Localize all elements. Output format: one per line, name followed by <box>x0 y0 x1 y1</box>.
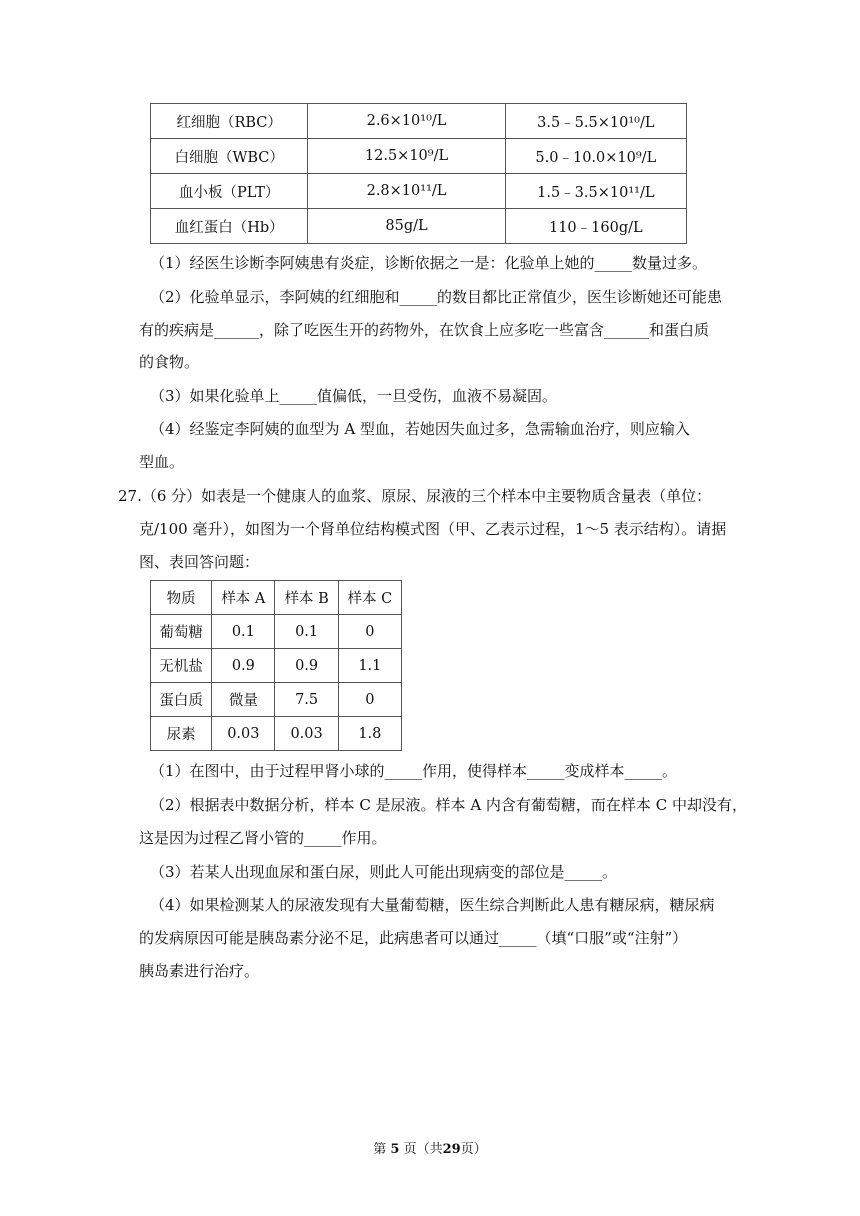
substance-table-cell: 0.03 <box>275 717 338 751</box>
blood-table-row <box>151 174 687 209</box>
footer-total-pages: 29 <box>442 1142 461 1157</box>
q26-part4-line1: （4）经鉴定李阿姨的血型为 A 型血，若她因失血过多，急需输血治疗，则应输入 <box>150 420 690 438</box>
substance-table-cell: 0.9 <box>275 649 338 683</box>
q27-intro-line1: 27.（6 分）如表是一个健康人的血浆、原尿、尿液的三个样本中主要物质含量表（单位： <box>118 487 712 505</box>
blood-table-cell: 2.6×10¹⁰/L <box>308 104 505 139</box>
q26-part2-line1: （2）化验单显示，李阿姨的红细胞和_____的数目都比正常值少，医生诊断她还可能患 <box>150 288 723 306</box>
q27-part1: （1）在图中，由于过程甲肾小球的_____作用，使得样本_____变成样本_____。 <box>150 762 678 780</box>
q26-part4-line2: 型血。 <box>139 453 185 471</box>
blood-table-row <box>151 209 687 244</box>
footer-mid: 页（共 <box>403 1142 443 1157</box>
substance-table-cell: 0.9 <box>212 649 275 683</box>
blood-table-cell: 血红蛋白（Hb） <box>151 209 308 244</box>
q27-part4-line2: 的发病原因可能是胰岛素分泌不足，此病患者可以通过_____（填“口服”或“注射”） <box>139 929 688 947</box>
footer-prefix: 第 <box>373 1142 387 1157</box>
q27-intro-line3: 图、表回答问题： <box>139 553 260 571</box>
blood-table-cell: 2.8×10¹¹/L <box>308 174 505 209</box>
blood-table-cell: 110﹣160g/L <box>505 209 686 244</box>
substance-table-header: 样本 C <box>338 581 401 615</box>
blood-test-table <box>150 103 687 244</box>
substance-table-cell: 0.1 <box>275 615 338 649</box>
blood-table-cell: 白细胞（WBC） <box>151 139 308 174</box>
blood-table-cell: 12.5×10⁹/L <box>308 139 505 174</box>
blood-table-cell: 血小板（PLT） <box>151 174 308 209</box>
q27-part4-line1: （4）如果检测某人的尿液发现有大量葡萄糖，医生综合判断此人患有糖尿病，糖尿病 <box>150 896 715 914</box>
substance-table-row <box>151 649 402 683</box>
substance-table-cell: 0.1 <box>212 615 275 649</box>
blood-table-row <box>151 139 687 174</box>
q26-part3: （3）如果化验单上_____值偏低，一旦受伤，血液不易凝固。 <box>150 387 558 405</box>
q26-part2-line3: 的食物。 <box>139 353 200 371</box>
q26-part2-line2: 有的疾病是______，除了吃医生开的药物外，在饮食上应多吃一些富含______和蛋白质 <box>139 321 710 339</box>
substance-table-cell: 蛋白质 <box>151 683 212 717</box>
substance-table-cell: 0 <box>338 615 401 649</box>
substance-table-cell: 0 <box>338 683 401 717</box>
q27-part2-line1: （2）根据表中数据分析，样本 C 是尿液。样本 A 内含有葡萄糖，而在样本 C 中却没有， <box>150 796 747 814</box>
substance-table-cell: 7.5 <box>275 683 338 717</box>
blood-table-cell: 5.0﹣10.0×10⁹/L <box>505 139 686 174</box>
blood-table-cell: 3.5﹣5.5×10¹⁰/L <box>505 104 686 139</box>
q27-part4-line3: 胰岛素进行治疗。 <box>139 962 260 980</box>
substance-table-cell: 1.1 <box>338 649 401 683</box>
blood-table-row <box>151 104 687 139</box>
substance-table-row <box>151 615 402 649</box>
page-footer <box>0 1138 860 1157</box>
blood-table-cell: 85g/L <box>308 209 505 244</box>
q27-part3: （3）若某人出现血尿和蛋白尿，则此人可能出现病变的部位是_____。 <box>150 863 618 881</box>
footer-suffix: 页） <box>460 1142 487 1157</box>
substance-content-table <box>150 580 402 751</box>
q26-part1: （1）经医生诊断李阿姨患有炎症，诊断依据之一是：化验单上她的_____数量过多。 <box>150 254 708 272</box>
q27-intro-line2: 克/100 毫升），如图为一个肾单位结构模式图（甲、乙表示过程，1～5 表示结构）。请据 <box>139 520 727 538</box>
blood-table-cell: 1.5﹣3.5×10¹¹/L <box>505 174 686 209</box>
substance-table-row <box>151 717 402 751</box>
substance-table-cell: 1.8 <box>338 717 401 751</box>
substance-table-cell: 微量 <box>212 683 275 717</box>
substance-table-row <box>151 683 402 717</box>
q27-part2-line2: 这是因为过程乙肾小管的_____作用。 <box>139 829 387 847</box>
substance-table-header: 物质 <box>151 581 212 615</box>
substance-table-cell: 葡萄糖 <box>151 615 212 649</box>
substance-table-header: 样本 B <box>275 581 338 615</box>
substance-table-header: 样本 A <box>212 581 275 615</box>
substance-table-header-row <box>151 581 402 615</box>
substance-table-cell: 尿素 <box>151 717 212 751</box>
footer-page-number: 5 <box>390 1142 400 1157</box>
substance-table-cell: 0.03 <box>212 717 275 751</box>
blood-table-cell: 红细胞（RBC） <box>151 104 308 139</box>
substance-table-cell: 无机盐 <box>151 649 212 683</box>
